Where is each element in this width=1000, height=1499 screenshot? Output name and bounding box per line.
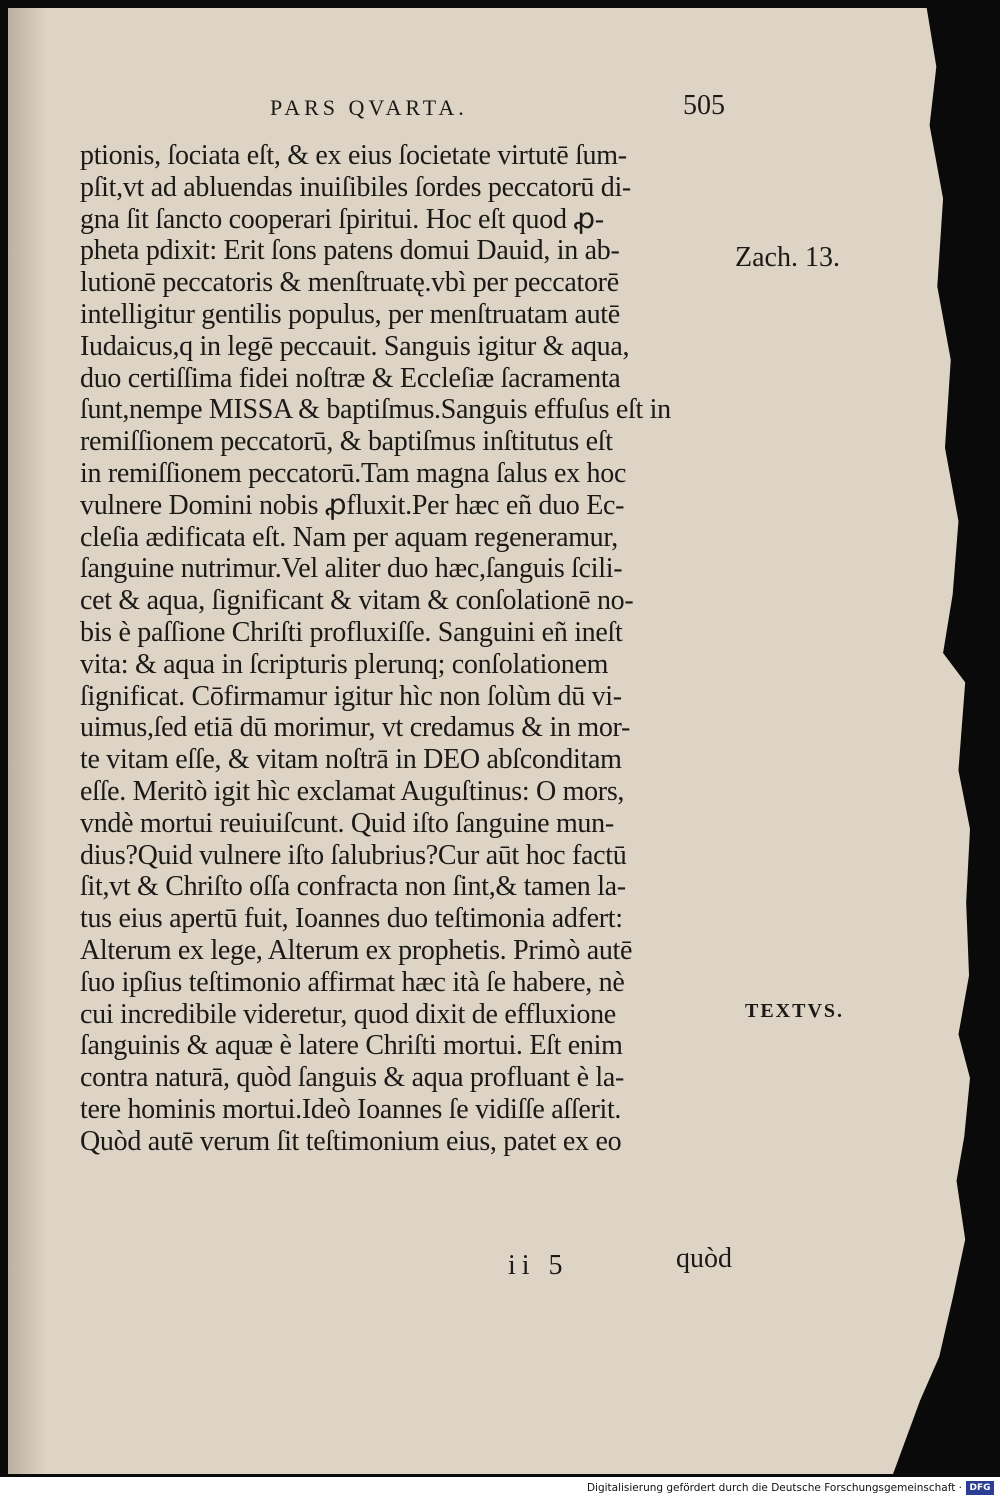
text-line: dius?Quid vulnere iſto ſalubrius?Cur aūt hoc factū: [80, 839, 627, 871]
folio-number: 505: [683, 90, 725, 121]
text-line: duo certiſſima fidei noſtræ & Eccleſiæ ſacramenta: [80, 362, 621, 394]
dfg-logo: DFG: [966, 1481, 994, 1495]
text-line: Iudaicus,q in legē peccauit. Sanguis igitur & aqua,: [80, 330, 630, 362]
text-line: intelligitur gentilis populus, per menſtruatam autē: [80, 298, 620, 330]
text-line: uimus,ſed etiā dū morimur, vt credamus & in mor-: [80, 712, 631, 744]
text-line: eſſe. Meritò igit hìc exclamat Auguſtinus: O mors,: [80, 775, 625, 807]
text-line: Quòd autē verum ſit teſtimonium eius, patet ex eo: [80, 1125, 622, 1157]
text-line: remiſſionem peccatorū, & baptiſmus inſtitutus eſt: [80, 426, 613, 458]
text-line: ſuo ipſius teſtimonio affirmat hæc ità ſe habere, nè: [80, 966, 625, 998]
text-line: vndè mortui reuiuiſcunt. Quid iſto ſanguine mun-: [80, 807, 614, 839]
text-line: ſanguine nutrimur.Vel aliter duo hæc,ſanguis ſcili-: [80, 553, 623, 585]
text-line: ſignificat. Cōfirmamur igitur hìc non ſolùm dū vi-: [80, 680, 622, 712]
text-line: cet & aqua, ſignificant & vitam & conſolationē no-: [80, 585, 634, 617]
footer-bar: [0, 1477, 1000, 1499]
text-line: te vitam eſſe, & vitam noſtrā in DEO abſconditam: [80, 744, 622, 776]
text-line: cleſia ædificata eſt. Nam per aquam regeneramur,: [80, 521, 618, 553]
text-line: contra naturā, quòd ſanguis & aqua profluant è la-: [80, 1062, 625, 1094]
text-line: ſit,vt & Chriſto oſſa confracta non ſint,& tamen la-: [80, 871, 626, 903]
main-text-block: [80, 140, 732, 1158]
marginal-note-textus: TEXTVS.: [745, 1000, 845, 1022]
text-line: vita: & aqua in ſcripturis plerunq; conſolationem: [80, 648, 609, 680]
text-line: in remiſſionem peccatorū.Tam magna ſalus ex hoc: [80, 457, 627, 489]
text-line: tus eius apertū fuit, Ioannes duo teſtimonia adfert:: [80, 903, 623, 935]
text-line: ſanguinis & aquæ è latere Chriſti mortui. Eſt enim: [80, 1030, 623, 1062]
catchword: quòd: [676, 1243, 732, 1274]
text-line: vulnere Domini nobis ꝓfluxit.Per hæc eñ duo Ec-: [80, 489, 625, 521]
digitization-credit: Digitalisierung gefördert durch die Deutsche Forschungsgemeinschaft ·: [586, 1482, 962, 1494]
text-line: cui incredibile videretur, quod dixit de effluxione: [80, 998, 616, 1030]
text-line: Alterum ex lege, Alterum ex prophetis. Primò autē: [80, 934, 633, 966]
text-line: bis è paſſione Chriſti profluxiſſe. Sanguini eñ ineſt: [80, 616, 623, 648]
text-line: pheta pdixit: Erit ſons patens domui Dauid, in ab-: [80, 235, 620, 267]
text-line: gna ſit ſancto cooperari ſpiritui. Hoc eſt quod ꝓ-: [80, 203, 604, 235]
running-head: PARS QVARTA.: [270, 95, 468, 120]
text-line: ſunt,nempe MISSA & baptiſmus.Sanguis effuſus eſt in: [80, 394, 671, 426]
signature-mark: ii 5: [508, 1250, 569, 1281]
marginal-note-zach: Zach. 13.: [735, 242, 840, 273]
text-line: tere hominis mortui.Ideò Ioannes ſe vidiſſe aſſerit.: [80, 1093, 622, 1125]
text-line: ptionis, ſociata eſt, & ex eius ſocietate virtutē ſum-: [80, 140, 627, 171]
text-line: lutionē peccatoris & menſtruatę.vbì per peccatorē: [80, 267, 619, 299]
text-line: pſit,vt ad abluendas inuiſibiles ſordes peccatorū di-: [80, 171, 631, 203]
binding-shadow: [8, 8, 46, 1474]
